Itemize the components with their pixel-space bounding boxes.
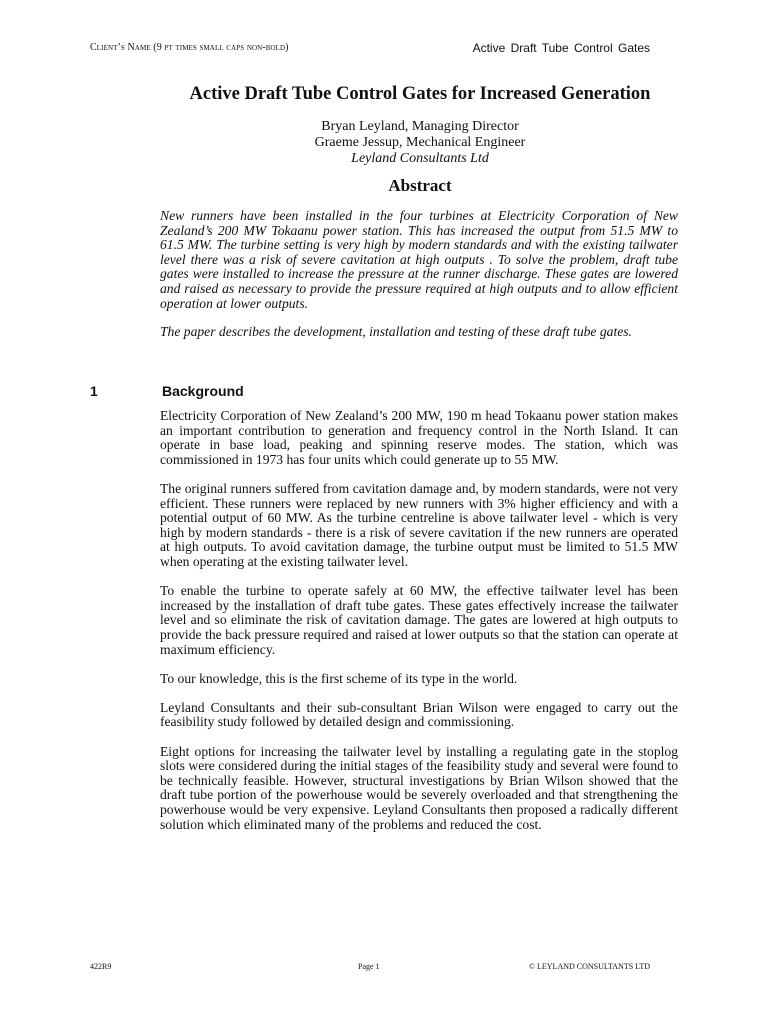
body-paragraph: Eight options for increasing the tailwater level by installing a regulating gate in the stoplog slots were considered during the initial stages of the feasibility study and several were found to be technically feasible. However, structural investigations by Brian Wilson showed that the draft tube portion of the powerhouse would be severely overloaded and that strengthening the powerhouse would be very expensive. Leyland Consultants then proposed a radically different solution which eliminated many of the problems and reduced the cost. [160, 743, 678, 832]
abstract-body [160, 209, 678, 354]
author-line-1: Bryan Leyland, Managing Director [321, 119, 519, 134]
section-number: 1 [90, 383, 98, 399]
abstract-paragraph: New runners have been installed in the four turbines at Electricity Corporation of New Zealand’s 200 MW Tokaanu power station. This has increased the output from 51.5 MW to 61.5 MW. The turbine setting is very high by modern standards and with the existing tailwater level there was a risk of severe cavitation at high outputs . To solve the problem, draft tube gates were installed to increase the pressure at the runner discharge. These gates are lowered and raised as necessary to provide the pressure required at high outputs and to allow efficient operation at lower outputs. [160, 208, 678, 311]
author-block [90, 119, 750, 167]
footer-copyright: © LEYLAND CONSULTANTS LTD [528, 962, 650, 971]
author-company: Leyland Consultants Ltd [351, 151, 489, 166]
abstract-heading: Abstract [388, 176, 452, 195]
body-paragraph: The original runners suffered from cavitation damage and, by modern standards, were not very efficient. These runners were replaced by new runners with 3% higher efficiency and with a potential output of 60 MW. As the turbine centreline is above tailwater level - which is very high by modern standards - there is a risk of severe cavitation if the new runners are operated at high outputs. To avoid cavitation damage, the turbine output must be limited to 51.5 MW when operating at the existing tailwater level. [160, 480, 678, 569]
body-paragraph: Leyland Consultants and their sub-consultant Brian Wilson were engaged to carry out the feasibility study followed by detailed design and commissioning. [160, 699, 678, 730]
abstract-paragraph: The paper describes the development, installation and testing of these draft tube gates. [160, 324, 632, 340]
paper-title: Active Draft Tube Control Gates for Increased Generation [189, 84, 651, 104]
page-footer [90, 962, 650, 974]
author-line-2: Graeme Jessup, Mechanical Engineer [314, 135, 526, 150]
section-body [160, 409, 678, 847]
header-client-name: Client’s Name (9 pt times small caps non-bold) [90, 42, 289, 53]
section-title: Background [162, 383, 244, 399]
body-paragraph: To our knowledge, this is the first scheme of its type in the world. [160, 670, 518, 686]
body-paragraph: To enable the turbine to operate safely at 60 MW, the effective tailwater level has been increased by the installation of draft tube gates. These gates effectively increase the tailwater level and so eliminate the risk of cavitation damage. The gates are lowered at high outputs to provide the back pressure required and raised at lower outputs so that the station can operate at maximum efficiency. [160, 583, 678, 657]
running-header [90, 42, 650, 58]
footer-page-number: Page 1 [358, 962, 380, 971]
header-short-title: Active Draft Tube Control Gates [472, 41, 650, 55]
body-paragraph: Electricity Corporation of New Zealand’s 200 MW, 190 m head Tokaanu power station makes an important contribution to generation and frequency control in the North Island. It can operate in base load, peaking and spinning reserve modes. The station, which was commissioned in 1973 has four units which could generate up to 55 MW. [160, 408, 678, 467]
footer-doc-code: 422R9 [90, 962, 112, 971]
